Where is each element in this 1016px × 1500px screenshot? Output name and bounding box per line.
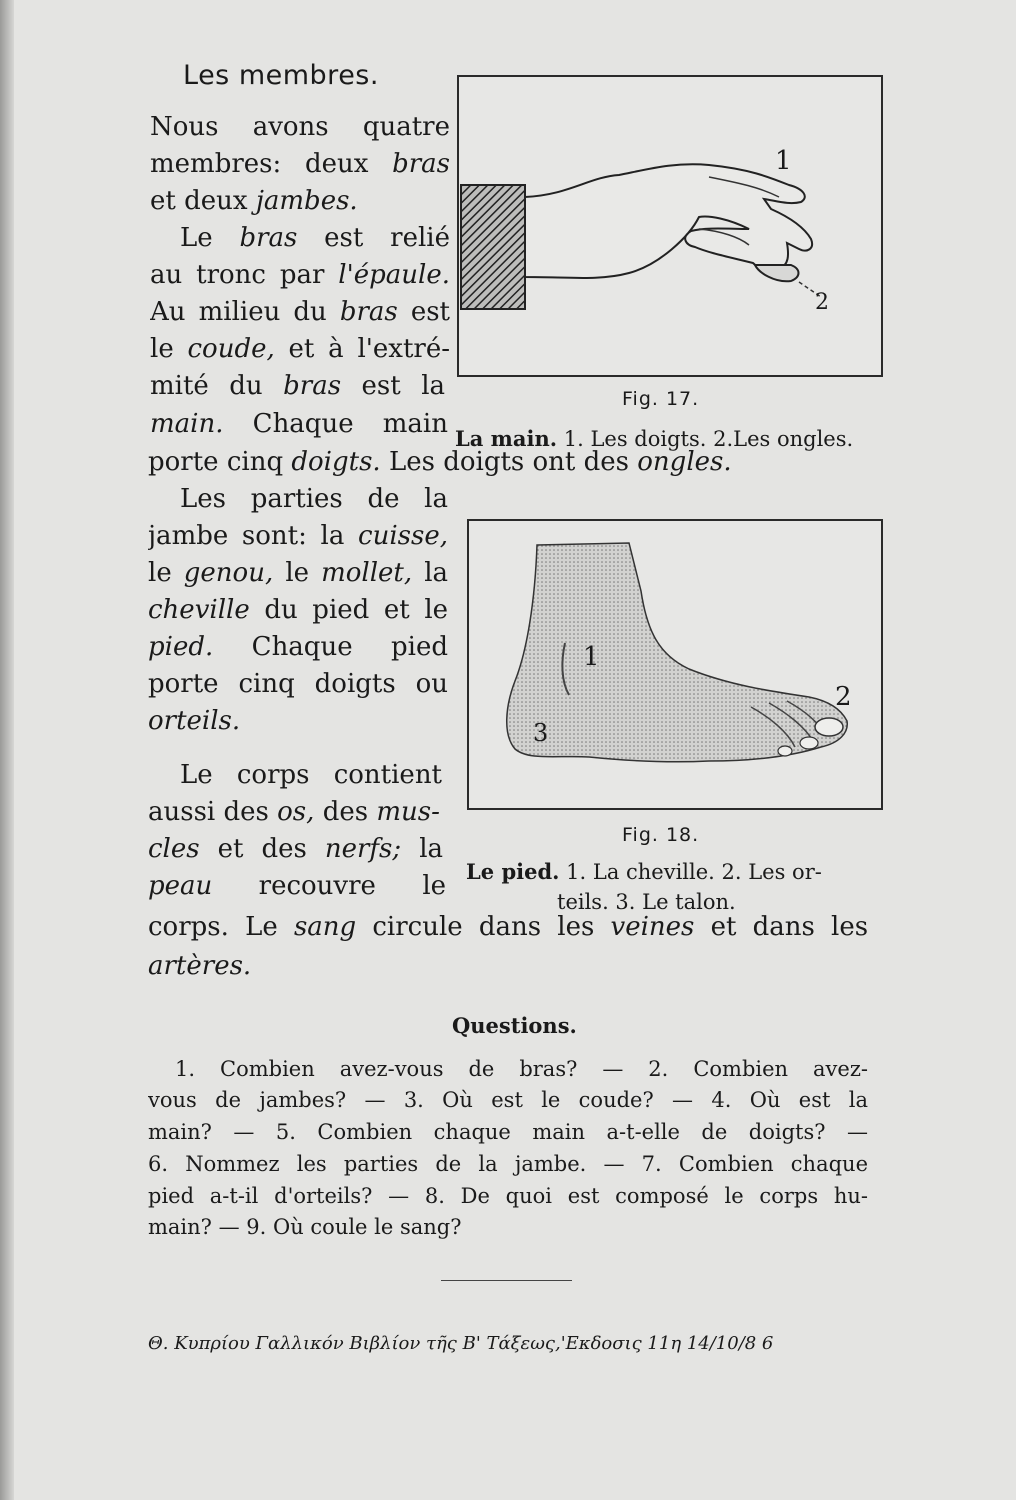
paragraph-line: Le bras est relié: [180, 223, 450, 253]
figure-17-caption-title: La main.: [455, 426, 558, 451]
paragraph-line: artères.: [148, 951, 252, 981]
paragraph-line: membres: deux bras: [150, 149, 450, 179]
figure-17-caption: [455, 426, 853, 451]
paragraph-line: et deux jambes.: [150, 186, 358, 216]
paragraph-line: au tronc par l'épaule.: [150, 260, 450, 290]
question-line: 6. Nommez les parties de la jambe. — 7. Combien chaque: [148, 1152, 868, 1176]
closing-rule: [441, 1280, 572, 1281]
figure-18-label: Fig. 18.: [622, 824, 700, 846]
hand-illustration: [459, 77, 881, 375]
questions-title: Questions.: [452, 1013, 577, 1038]
paragraph-line: le genou, le mollet, la: [148, 558, 448, 588]
page-edge: [0, 0, 14, 1500]
figure-18-marker-3: 3: [533, 719, 549, 747]
figure-17-marker-1: 1: [775, 146, 792, 176]
figure-17-label: Fig. 17.: [622, 388, 700, 410]
figure-17-caption-text: 1. Les doigts. 2.Les ongles.: [563, 427, 854, 451]
paragraph-line: le coude, et à l'extré-: [150, 334, 450, 364]
paragraph-line: Le corps contient: [180, 760, 442, 790]
foot-illustration: [469, 521, 881, 808]
paragraph-line: Les parties de la: [180, 484, 448, 514]
figure-18-caption-line2: teils. 3. Le talon.: [557, 890, 736, 914]
paragraph-line: main. Chaque main: [150, 409, 448, 439]
paragraph-line: mité du bras est la: [150, 371, 445, 401]
figure-17-marker-2: 2: [815, 290, 829, 315]
figure-18-caption-title: Le pied.: [466, 859, 560, 884]
page-footer: Θ. Κυπρίου Γαλλικόν Βιβλίον τῆς Β' Τάξεως,'Εκδοσις 11η 14/10/8 6: [148, 1333, 774, 1354]
question-line: main? — 9. Où coule le sang?: [148, 1215, 462, 1239]
paragraph-line: cheville du pied et le: [148, 595, 448, 625]
paragraph-line: orteils.: [148, 706, 241, 736]
figure-18-foot: [467, 519, 883, 810]
question-line: main? — 5. Combien chaque main a-t-elle de doigts? —: [148, 1120, 868, 1144]
paragraph-line: cles et des nerfs; la: [148, 834, 443, 864]
paragraph-line: porte cinq doigts ou: [148, 669, 448, 699]
paragraph-line: corps. Le sang circule dans les veines et dans les: [148, 912, 868, 942]
paragraph-line: aussi des os, des mus-: [148, 797, 440, 827]
section-title: Les membres.: [183, 60, 379, 91]
paragraph-line: pied. Chaque pied: [148, 632, 448, 662]
paragraph-line: peau recouvre le: [148, 871, 446, 901]
paragraph-line: porte cinq doigts. Les doigts ont des ongles.: [148, 447, 732, 477]
paragraph-line: Nous avons quatre: [150, 112, 450, 142]
question-line: 1. Combien avez-vous de bras? — 2. Combien avez-: [175, 1057, 868, 1081]
figure-18-marker-1: 1: [583, 642, 600, 672]
question-line: vous de jambes? — 3. Où est le coude? — 4. Où est la: [148, 1088, 868, 1112]
figure-18-marker-2: 2: [835, 682, 852, 712]
paragraph-line: Au milieu du bras est: [150, 297, 450, 327]
figure-18-caption-line1: [466, 859, 822, 884]
figure-18-caption-text: 1. La cheville. 2. Les or-: [566, 860, 822, 884]
question-line: pied a-t-il d'orteils? — 8. De quoi est composé le corps hu-: [148, 1184, 868, 1208]
figure-17-hand: [457, 75, 883, 377]
paragraph-line: jambe sont: la cuisse,: [148, 521, 448, 551]
